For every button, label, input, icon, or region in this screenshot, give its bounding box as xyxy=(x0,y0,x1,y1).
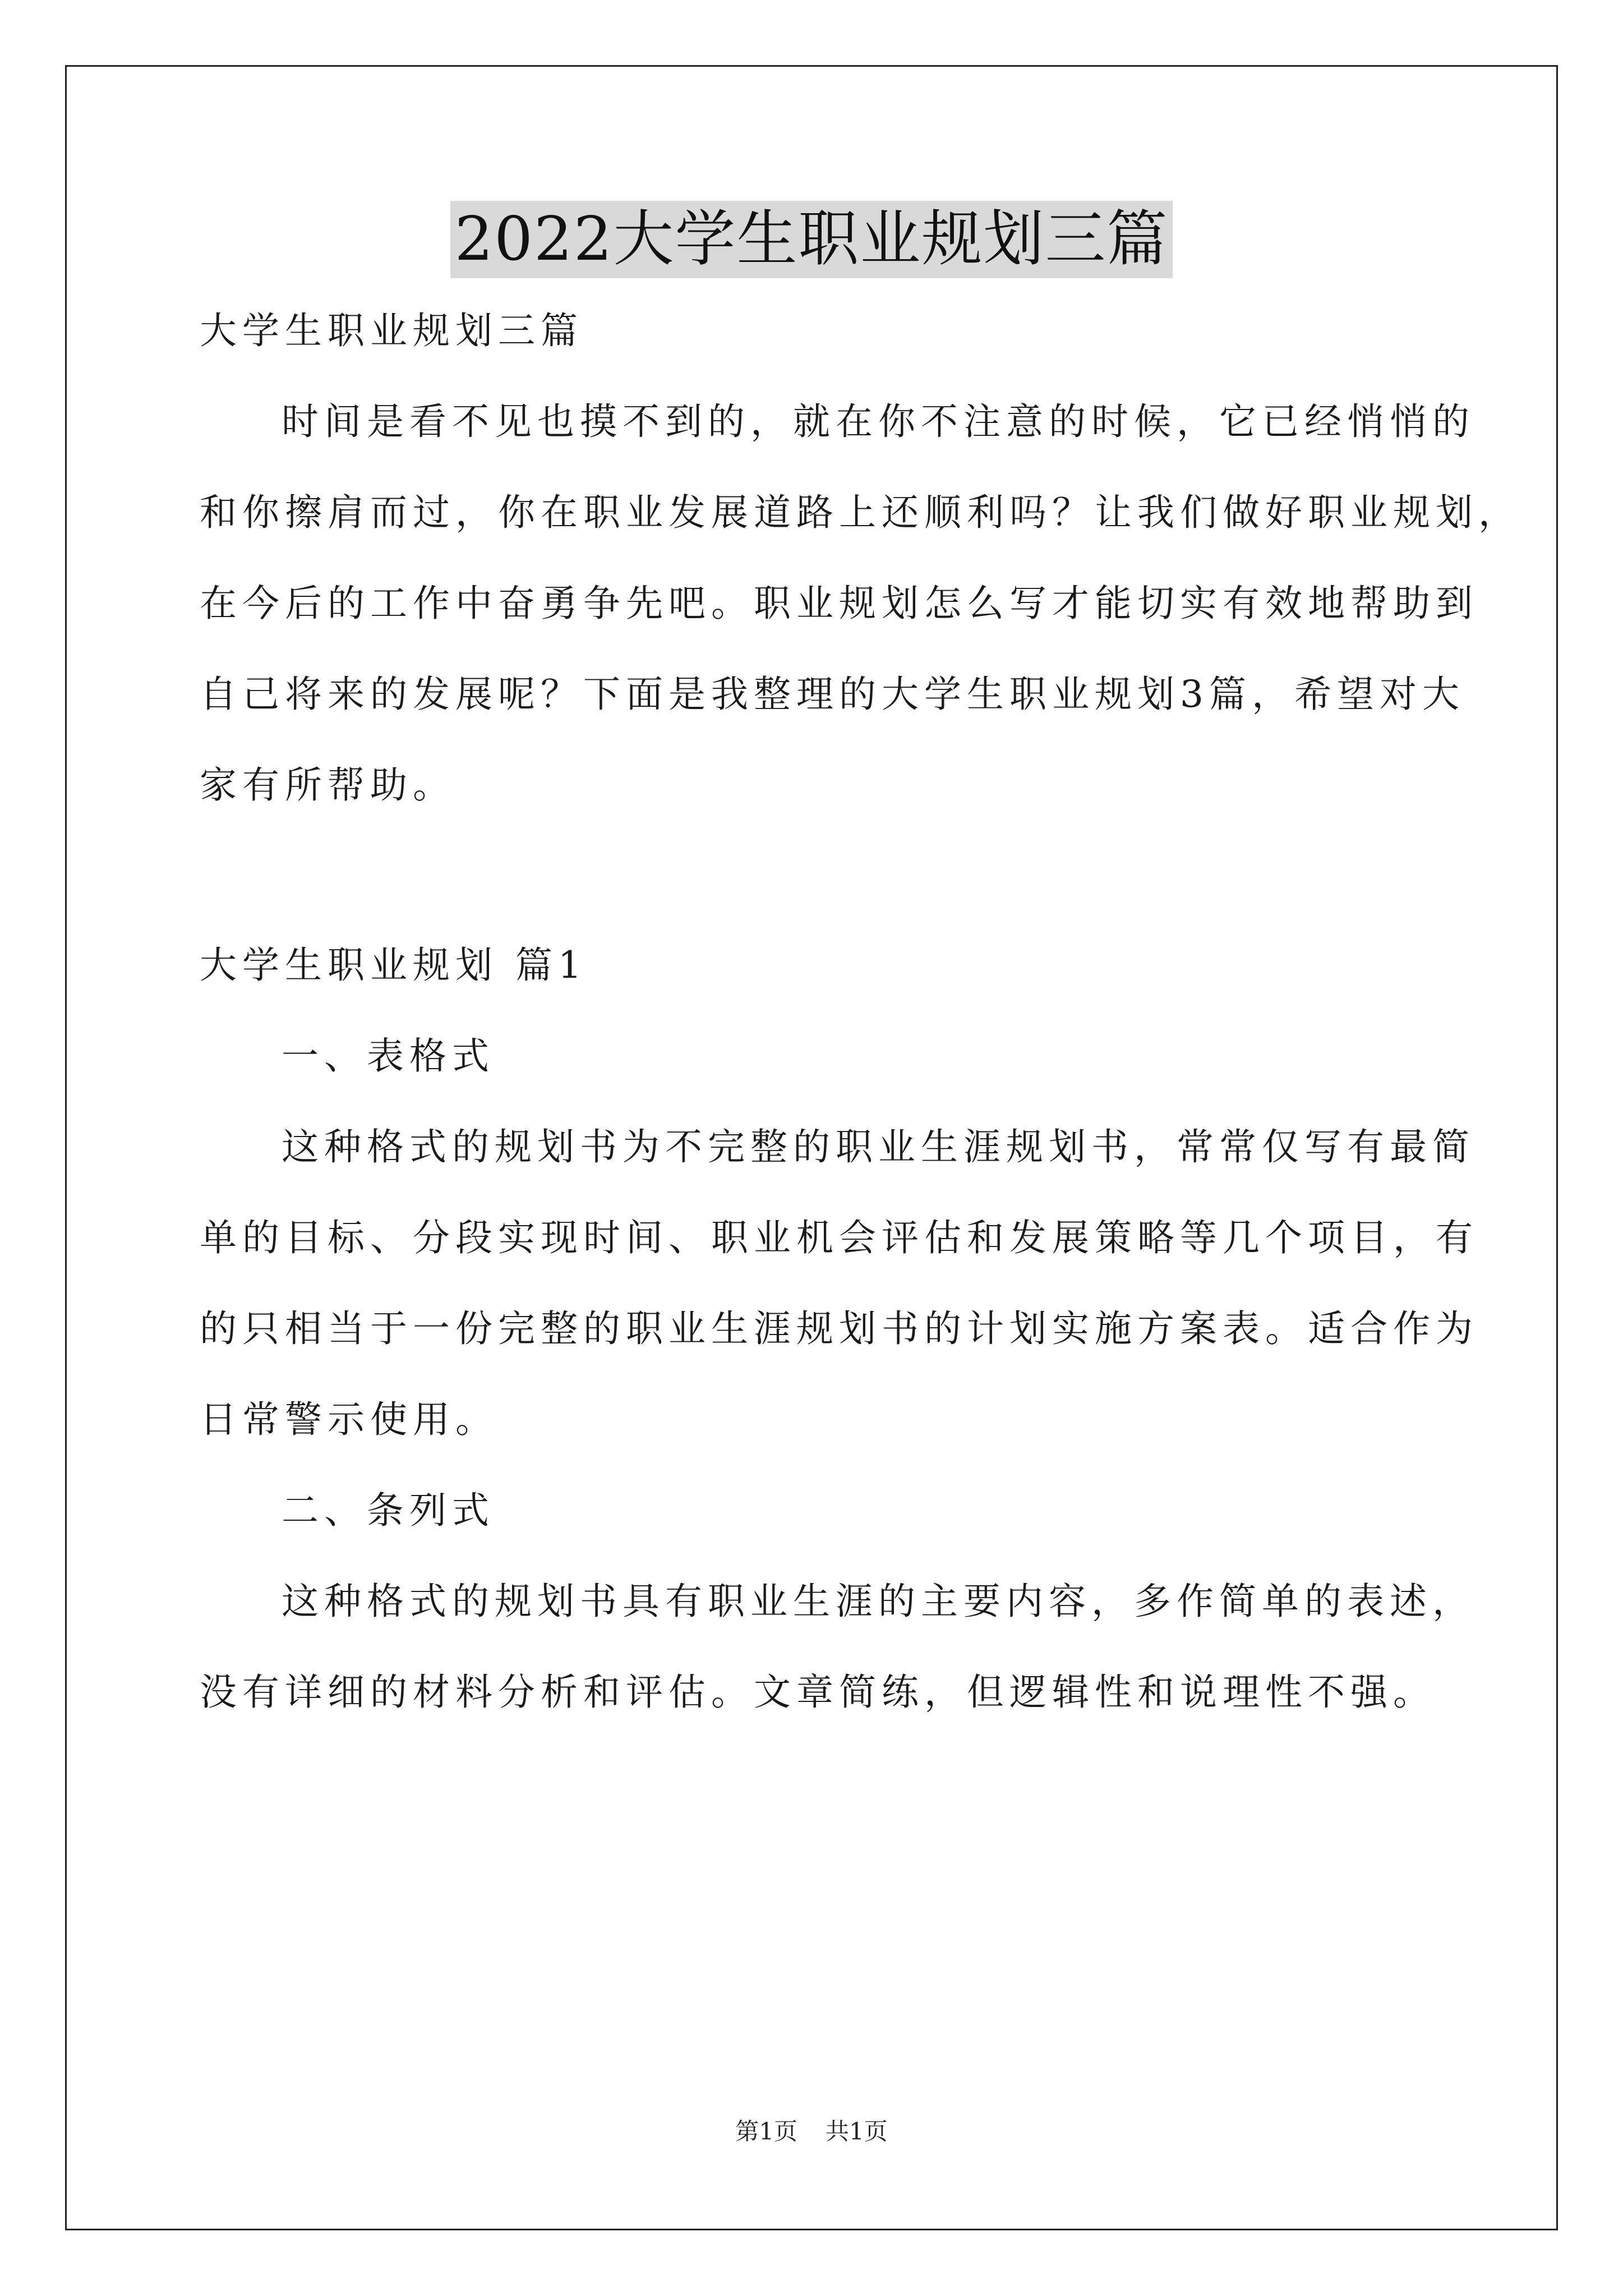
intro-paragraph-line-5: 家有所帮助。 xyxy=(200,763,455,807)
document-body xyxy=(200,309,1521,1715)
table-format-paragraph-line-3: 的只相当于一份完整的职业生涯规划书的计划实施方案表。适合作为 xyxy=(200,1307,1478,1350)
table-format-paragraph-line-1: 这种格式的规划书为不完整的职业生涯规划书，常常仅写有最简 xyxy=(282,1125,1475,1168)
list-format-paragraph-line-2: 没有详细的材料分析和评估。文章简练，但逻辑性和说理性不强。 xyxy=(200,1671,1436,1714)
table-format-paragraph-line-4: 日常警示使用。 xyxy=(200,1398,498,1441)
subsection-heading-list-format: 二、条列式 xyxy=(282,1489,495,1532)
section-heading: 大学生职业规划 篇1 xyxy=(200,944,587,987)
title-container xyxy=(0,201,1623,278)
subsection-heading-table-format: 一、表格式 xyxy=(282,1034,495,1078)
subtitle-line: 大学生职业规划三篇 xyxy=(200,309,583,352)
intro-paragraph-line-1: 时间是看不见也摸不到的，就在你不注意的时候，它已经悄悄的 xyxy=(282,400,1475,443)
intro-paragraph-line-3: 在今后的工作中奋勇争先吧。职业规划怎么写才能切实有效地帮助到 xyxy=(200,582,1478,625)
list-format-paragraph-line-1: 这种格式的规划书具有职业生涯的主要内容，多作简单的表述， xyxy=(282,1580,1475,1623)
page-number-total: 共1页 xyxy=(826,2118,888,2145)
page-number-current: 第1页 xyxy=(735,2118,797,2145)
intro-paragraph-line-4: 自己将来的发展呢？下面是我整理的大学生职业规划3篇，希望对大 xyxy=(200,673,1465,716)
page-footer xyxy=(0,2118,1623,2146)
intro-paragraph-line-2: 和你擦肩而过，你在职业发展道路上还顺利吗？让我们做好职业规划， xyxy=(200,491,1521,534)
table-format-paragraph-line-2: 单的目标、分段实现时间、职业机会评估和发展策略等几个项目，有 xyxy=(200,1216,1478,1259)
document-title: 2022大学生职业规划三篇 xyxy=(450,201,1173,278)
